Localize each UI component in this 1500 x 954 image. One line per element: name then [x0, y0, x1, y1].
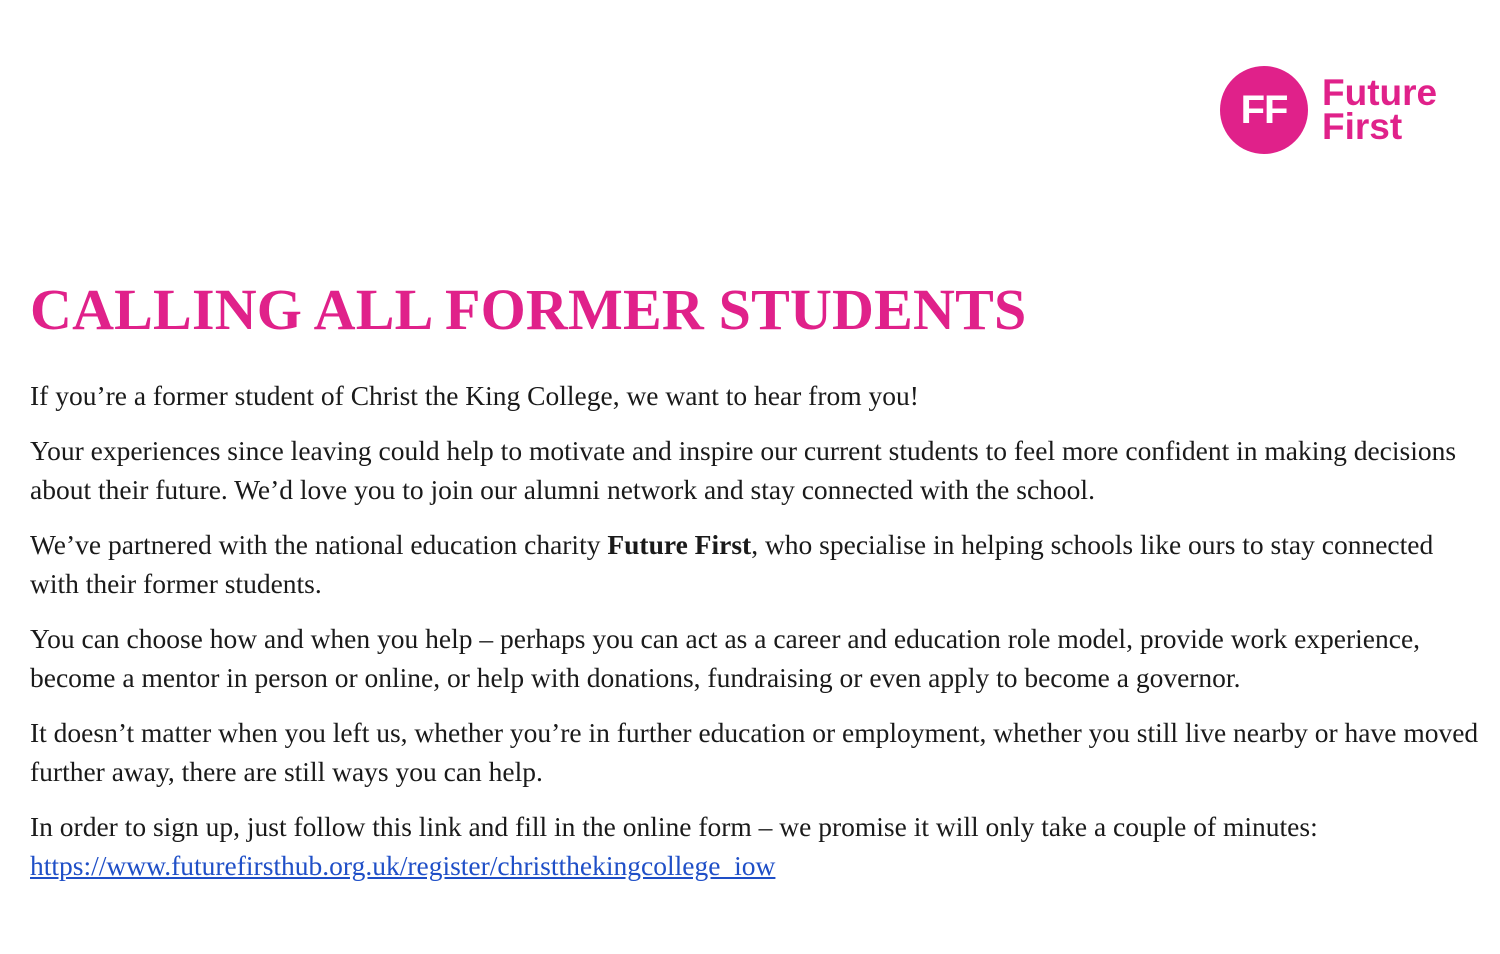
paragraph-partner [30, 525, 1480, 603]
body-text [30, 376, 1480, 901]
paragraph-ways-to-help: You can choose how and when you help – perhaps you can act as a career and education role model, provide work experience, become a mentor in person or online, or help with donations, fundraising or even apply to become a governor. [30, 623, 1421, 693]
page-title: CALLING ALL FORMER STUDENTS [30, 277, 1027, 342]
logo-badge: FF [1220, 66, 1308, 154]
partner-name: Future First [607, 529, 752, 560]
partner-text-after: , who specialise in helping schools like ours to stay connected with their former students. [30, 529, 1434, 599]
signup-text: In order to sign up, just follow this link and fill in the online form – we promise it will only take a couple of minutes: [30, 811, 1318, 842]
logo-wordmark [1322, 72, 1438, 147]
paragraph-eligibility: It doesn’t matter when you left us, whether you’re in further education or employment, whether you still live nearby or have moved further away, there are still ways you can help. [30, 717, 1479, 787]
paragraph-intro: If you’re a former student of Christ the King College, we want to hear from you! [30, 380, 919, 411]
paragraph-signup [30, 807, 1480, 885]
partner-text-before: We’ve partnered with the national education charity [30, 529, 608, 560]
logo-line-2: First [1322, 106, 1403, 147]
future-first-logo [1220, 66, 1437, 154]
logo-line-1: Future [1322, 72, 1438, 113]
signup-link[interactable]: https://www.futurefirsthub.org.uk/register/christthekingcollege_iow [30, 850, 776, 881]
paragraph-experiences: Your experiences since leaving could help to motivate and inspire our current students to feel more confident in making decisions about their future. We’d love you to join our alumni network and stay connected with the school. [30, 435, 1457, 505]
